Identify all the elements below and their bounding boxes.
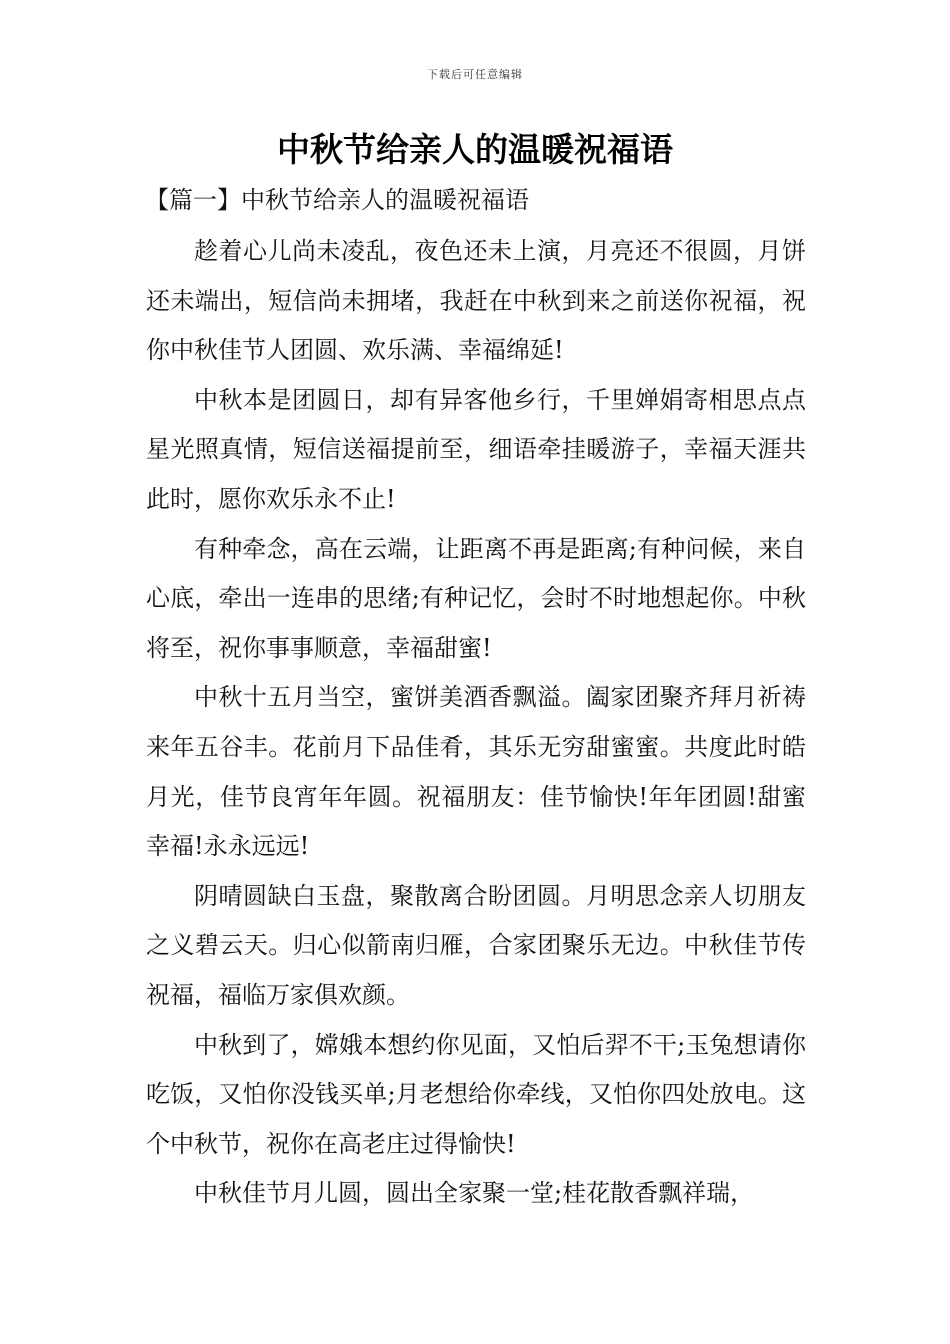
paragraph: 中秋十五月当空，蜜饼美酒香飘溢。阖家团聚齐拜月祈祷来年五谷丰。花前月下品佳肴，其乐无穷甜蜜蜜。共度此时皓月光，佳节良宵年年圆。祝福朋友：佳节愉快!年年团圆!甜蜜幸福!永永远远! (146, 683, 806, 861)
paragraph: 中秋佳节月儿圆，圆出全家聚一堂;桂花散香飘祥瑞， (194, 1179, 755, 1208)
page-header-note: 下载后可任意编辑 (427, 68, 523, 81)
paragraph: 有种牵念，高在云端，让距离不再是距离;有种问候，来自心底，牵出一连串的思绪;有种记忆，会时不时地想起你。中秋将至，祝你事事顺意，幸福甜蜜! (146, 534, 806, 662)
paragraph: 中秋到了，嫦娥本想约你见面，又怕后羿不干;玉兔想请你吃饭，又怕你没钱买单;月老想给你牵线，又怕你四处放电。这个中秋节，祝你在高老庄过得愉快! (146, 1030, 806, 1158)
paragraph: 趁着心儿尚未凌乱，夜色还未上演，月亮还不很圆，月饼还未端出，短信尚未拥堵，我赶在中秋到来之前送你祝福，祝你中秋佳节人团圆、欢乐满、幸福绵延! (146, 237, 806, 365)
document-title: 中秋节给亲人的温暖祝福语 (277, 130, 673, 169)
document-body (146, 227, 806, 1219)
section-heading: 【篇一】中秋节给亲人的温暖祝福语 (145, 186, 529, 214)
paragraph: 阴晴圆缺白玉盘，聚散离合盼团圆。月明思念亲人切朋友之义碧云天。归心似箭南归雁，合家团聚乐无边。中秋佳节传祝福，福临万家俱欢颜。 (146, 881, 806, 1009)
paragraph: 中秋本是团圆日，却有异客他乡行，千里婵娟寄相思点点星光照真情，短信送福提前至，细语牵挂暖游子，幸福天涯共此时，愿你欢乐永不止! (146, 385, 806, 513)
